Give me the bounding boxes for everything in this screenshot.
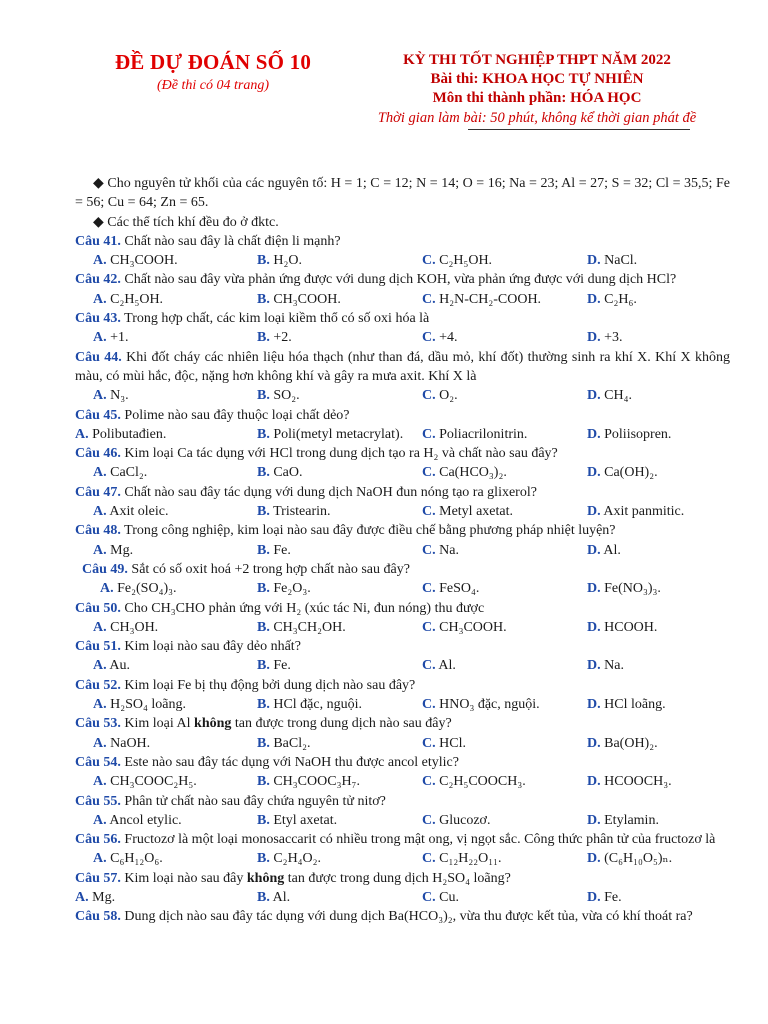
option-text: CH₃COOH. (439, 619, 507, 635)
options-54 (75, 772, 730, 791)
option-letter: D. (587, 735, 601, 751)
option-text: Etylamin. (604, 812, 659, 828)
option-a[interactable] (75, 695, 257, 714)
option-text: Poliisopren. (604, 426, 672, 442)
question-number: Câu 56. (75, 832, 121, 848)
option-text: Ca(HCO₃)₂. (439, 465, 507, 481)
question-stem-pre: Kim loại Al (124, 716, 195, 732)
option-letter: D. (587, 889, 601, 905)
option-b[interactable] (257, 888, 422, 907)
question-number: Câu 49. (82, 561, 128, 577)
option-letter: B. (257, 426, 270, 442)
option-letter: C. (422, 735, 436, 751)
option-b[interactable] (257, 502, 422, 521)
option-text: Metyl axetat. (439, 504, 513, 520)
option-text: Fe. (273, 658, 291, 674)
option-letter: C. (422, 581, 436, 597)
question-58 (75, 907, 730, 926)
question-stem: Kim loại Ca tác dụng với HCl trong dung dịch tạo ra H₂ và chất nào sau đây? (124, 446, 558, 462)
option-letter: A. (93, 291, 107, 307)
question-50 (75, 599, 730, 618)
options-46 (75, 463, 730, 482)
question-57 (75, 869, 730, 888)
question-number: Câu 42. (75, 272, 121, 288)
option-text: Axit oleic. (109, 504, 169, 520)
option-d[interactable] (587, 541, 752, 560)
question-number: Câu 51. (75, 639, 121, 655)
option-a[interactable] (75, 849, 257, 868)
option-text: SO₂. (273, 388, 300, 404)
option-text: Fe(NO₃)₃. (604, 581, 661, 597)
option-text: CH₃OH. (110, 619, 159, 635)
option-d[interactable] (587, 386, 752, 405)
question-stem: Sắt có số oxit hoá +2 trong hợp chất nào sau đây? (131, 561, 410, 577)
option-letter: C. (422, 697, 436, 713)
question-45 (75, 406, 730, 425)
question-53 (75, 714, 730, 733)
option-letter: B. (257, 658, 270, 674)
option-c[interactable] (422, 656, 587, 675)
option-letter: D. (587, 658, 601, 674)
option-letter: D. (587, 619, 601, 635)
option-letter: A. (93, 465, 107, 481)
option-letter: A. (93, 388, 107, 404)
option-c[interactable] (422, 502, 587, 521)
option-text: Al. (603, 542, 621, 558)
option-letter: B. (257, 697, 270, 713)
question-52 (75, 676, 730, 695)
option-b[interactable] (257, 618, 422, 637)
option-a[interactable] (75, 290, 257, 309)
question-number: Câu 53. (75, 716, 121, 732)
options-44 (75, 386, 730, 405)
option-text: Axit panmitic. (603, 504, 685, 520)
option-c[interactable] (422, 541, 587, 560)
option-text: BaCl₂. (273, 735, 311, 751)
option-a[interactable] (75, 463, 257, 482)
question-number: Câu 57. (75, 870, 121, 886)
option-letter: C. (422, 774, 436, 790)
option-letter: C. (422, 426, 436, 442)
option-text: Ancol etylic. (109, 812, 182, 828)
question-54 (75, 753, 730, 772)
header-right (352, 51, 722, 128)
option-d[interactable] (587, 463, 752, 482)
option-letter: D. (587, 426, 601, 442)
question-41 (75, 232, 730, 251)
question-stem: Chất nào sau đây là chất điện li mạnh? (124, 233, 341, 249)
question-44 (75, 348, 730, 387)
option-c[interactable] (422, 734, 587, 753)
question-43 (75, 309, 730, 328)
option-text: +3. (604, 330, 623, 346)
question-49 (75, 560, 730, 579)
question-number: Câu 47. (75, 484, 121, 500)
option-c[interactable] (422, 425, 587, 444)
option-letter: B. (257, 735, 270, 751)
question-stem-emphasis: không (194, 716, 232, 732)
question-42 (75, 270, 730, 289)
option-letter: C. (422, 388, 436, 404)
option-text: +1. (110, 330, 129, 346)
question-48 (75, 521, 730, 540)
question-stem-post: tan được trong dung dịch H₂SO₄ loãng? (284, 870, 511, 886)
option-text: C₂H₆. (604, 291, 637, 307)
option-letter: C. (422, 291, 436, 307)
exam-time: Thời gian làm bài: 50 phút, không kể thời gian phát đề (377, 110, 697, 126)
options-42 (75, 290, 730, 309)
question-number: Câu 48. (75, 523, 121, 539)
option-letter: A. (93, 504, 107, 520)
option-text: Ba(OH)₂. (604, 735, 658, 751)
option-text: Fe₂(SO₄)₃. (117, 581, 177, 597)
option-text: (C₆H₁₀O₅)ₙ. (604, 851, 673, 867)
option-text: H₂N-CH₂-COOH. (439, 291, 542, 307)
option-letter: B. (257, 388, 270, 404)
question-stem: Chất nào sau đây tác dụng với dung dịch NaOH đun nóng tạo ra glixerol? (124, 484, 537, 500)
option-letter: D. (587, 697, 601, 713)
gas-volume-note: ◆ Các thể tích khí đều đo ở đktc. (93, 214, 279, 230)
option-text: NaCl. (604, 253, 638, 269)
option-b[interactable] (257, 772, 422, 791)
option-letter: A. (93, 851, 107, 867)
option-letter: D. (587, 774, 601, 790)
question-number: Câu 52. (75, 677, 121, 693)
option-letter: D. (587, 253, 601, 269)
option-b[interactable] (257, 849, 422, 868)
question-number: Câu 44. (75, 349, 122, 365)
question-55 (75, 792, 730, 811)
exam-content (75, 174, 730, 927)
option-text: Glucozơ. (439, 812, 491, 828)
option-text: O₂. (439, 388, 458, 404)
option-letter: D. (587, 812, 601, 828)
option-d[interactable] (587, 656, 752, 675)
option-letter: A. (93, 658, 107, 674)
option-text: H₂SO₄ loãng. (110, 697, 186, 713)
option-letter: A. (93, 774, 107, 790)
option-a[interactable] (75, 425, 257, 444)
options-50 (75, 618, 730, 637)
option-text: HCOOCH₃. (604, 774, 672, 790)
option-text: Au. (109, 658, 130, 674)
option-letter: C. (422, 504, 436, 520)
option-text: CaCl₂. (110, 465, 148, 481)
option-text: Al. (272, 889, 291, 905)
option-text: HNO₃ đặc, nguội. (439, 697, 540, 713)
option-c[interactable] (422, 328, 587, 347)
option-letter: D. (587, 465, 601, 481)
question-stem: Phân tử chất nào sau đây chứa nguyên tử nitơ? (124, 793, 386, 809)
option-letter: A. (93, 619, 107, 635)
question-stem: Fructozơ là một loại monosaccarit có nhiều trong mật ong, vị ngọt sắc. Công thức phân tử của fructozơ là (124, 832, 716, 848)
option-letter: D. (587, 504, 601, 520)
question-stem: Trong công nghiệp, kim loại nào sau đây được điều chế bằng phương pháp nhiệt luyện? (124, 523, 616, 539)
option-a[interactable] (75, 328, 257, 347)
options-57 (75, 888, 730, 907)
option-a[interactable] (75, 579, 257, 598)
option-letter: C. (422, 812, 436, 828)
option-letter: C. (422, 851, 436, 867)
question-47 (75, 483, 730, 502)
option-text: C₂H₅COOCH₃. (439, 774, 526, 790)
option-a[interactable] (75, 386, 257, 405)
options-41 (75, 251, 730, 270)
option-letter: B. (257, 581, 270, 597)
option-text: N₃. (110, 388, 129, 404)
question-51 (75, 637, 730, 656)
option-c[interactable] (422, 579, 587, 598)
question-stem: Trong hợp chất, các kim loại kiềm thổ có số oxi hóa là (124, 311, 430, 327)
options-43 (75, 328, 730, 347)
question-56 (75, 830, 730, 849)
option-letter: A. (93, 542, 107, 558)
question-stem: Cho CH₃CHO phản ứng với H₂ (xúc tác Ni, đun nóng) thu được (124, 600, 485, 616)
option-d[interactable] (587, 502, 752, 521)
options-48 (75, 541, 730, 560)
option-c[interactable] (422, 463, 587, 482)
options-56 (75, 849, 730, 868)
option-text: CaO. (273, 465, 303, 481)
option-text: C₂H₅OH. (110, 291, 164, 307)
option-a[interactable] (75, 888, 257, 907)
option-b[interactable] (257, 541, 422, 560)
question-stem: Este nào sau đây tác dụng với NaOH thu được ancol etylic? (124, 754, 459, 770)
option-c[interactable] (422, 386, 587, 405)
option-d[interactable] (587, 579, 752, 598)
option-text: C₁₂H₂₂O₁₁. (439, 851, 502, 867)
question-stem: Kim loại nào sau đây dẻo nhất? (124, 639, 301, 655)
option-d[interactable] (587, 290, 752, 309)
option-a[interactable] (75, 772, 257, 791)
question-stem-emphasis: không (246, 870, 285, 886)
question-number: Câu 45. (75, 407, 121, 423)
option-b[interactable] (257, 425, 422, 444)
exam-code-title: ĐỀ DỰ ĐOÁN SỐ 10 (114, 50, 312, 74)
option-b[interactable] (257, 656, 422, 675)
option-d[interactable] (587, 328, 752, 347)
option-text: +2. (273, 330, 292, 346)
option-text: Fe. (604, 889, 622, 905)
header-divider (468, 129, 690, 130)
option-d[interactable] (587, 618, 752, 637)
option-letter: B. (257, 542, 270, 558)
option-letter: A. (93, 812, 107, 828)
options-45 (75, 425, 730, 444)
option-a[interactable] (75, 656, 257, 675)
options-52 (75, 695, 730, 714)
atomic-mass-note: ◆ Cho nguyên tử khối của các nguyên tố: H = 1; C = 12; N = 14; O = 16; Na = 23; Al = 27; S = 32; Cl = 35,5; Fe = 56; Cu = 64; Zn = 65. (75, 176, 730, 211)
option-d[interactable] (587, 772, 752, 791)
option-b[interactable] (257, 290, 422, 309)
option-c[interactable] (422, 290, 587, 309)
option-text: Na. (439, 542, 459, 558)
option-text: Etyl axetat. (273, 812, 338, 828)
option-letter: B. (257, 504, 270, 520)
option-letter: D. (587, 542, 601, 558)
option-letter: B. (257, 619, 270, 635)
option-c[interactable] (422, 251, 587, 270)
option-letter: B. (257, 851, 270, 867)
option-a[interactable] (75, 541, 257, 560)
option-a[interactable] (75, 251, 257, 270)
question-number: Câu 54. (75, 754, 121, 770)
question-stem-pre: Kim loại nào sau đây (124, 870, 247, 886)
option-text: CH₃COOC₃H₇. (273, 774, 360, 790)
option-letter: B. (257, 889, 270, 905)
option-c[interactable] (422, 695, 587, 714)
options-55 (75, 811, 730, 830)
options-51 (75, 656, 730, 675)
option-b[interactable] (257, 463, 422, 482)
option-text: C₂H₅OH. (439, 253, 493, 269)
option-text: C₆H₁₂O₆. (110, 851, 163, 867)
option-text: Poli(metyl metacrylat). (273, 426, 404, 442)
option-text: CH₃COOC₂H₅. (110, 774, 197, 790)
option-letter: B. (257, 812, 270, 828)
option-letter: A. (75, 889, 89, 905)
option-text: Tristearin. (273, 504, 331, 520)
option-d[interactable] (587, 734, 752, 753)
option-text: Ca(OH)₂. (604, 465, 658, 481)
option-b[interactable] (257, 251, 422, 270)
option-d[interactable] (587, 251, 752, 270)
option-letter: A. (93, 735, 107, 751)
option-d[interactable] (587, 811, 752, 830)
option-c[interactable] (422, 849, 587, 868)
exam-subject: Bài thi: KHOA HỌC TỰ NHIÊN (430, 71, 644, 87)
pages-note: (Đề thi có 04 trang) (157, 78, 269, 93)
option-text: Na. (604, 658, 624, 674)
option-text: Fe₂O₃. (273, 581, 311, 597)
question-stem: Chất nào sau đây vừa phản ứng được với dung dịch KOH, vừa phản ứng được với dung dịch HCl? (124, 272, 677, 288)
option-letter: C. (422, 619, 436, 635)
option-letter: A. (93, 697, 107, 713)
question-stem: Polime nào sau đây thuộc loại chất dẻo? (124, 407, 350, 423)
question-number: Câu 41. (75, 233, 121, 249)
option-text: CH₃COOH. (273, 291, 341, 307)
option-text: +4. (439, 330, 458, 346)
options-49 (75, 579, 730, 598)
option-d[interactable] (587, 425, 752, 444)
option-a[interactable] (75, 734, 257, 753)
option-letter: A. (93, 330, 107, 346)
option-text: Mg. (92, 889, 116, 905)
option-letter: A. (100, 581, 114, 597)
option-letter: C. (422, 658, 436, 674)
option-letter: C. (422, 253, 436, 269)
option-letter: A. (93, 253, 107, 269)
option-letter: C. (422, 542, 436, 558)
option-b[interactable] (257, 695, 422, 714)
option-a[interactable] (75, 811, 257, 830)
option-letter: D. (587, 330, 601, 346)
option-b[interactable] (257, 579, 422, 598)
option-text: HCl loãng. (604, 697, 666, 713)
option-text: H₂O. (273, 253, 302, 269)
option-d[interactable] (587, 888, 752, 907)
option-b[interactable] (257, 811, 422, 830)
option-b[interactable] (257, 386, 422, 405)
option-c[interactable] (422, 811, 587, 830)
option-text: NaOH. (110, 735, 151, 751)
question-number: Câu 46. (75, 446, 121, 462)
option-a[interactable] (75, 502, 257, 521)
option-text: HCOOH. (604, 619, 658, 635)
exam-component: Môn thi thành phần: HÓA HỌC (432, 90, 642, 106)
option-b[interactable] (257, 734, 422, 753)
option-c[interactable] (422, 888, 587, 907)
question-stem-post: tan được trong dung dịch nào sau đây? (231, 716, 452, 732)
question-46 (75, 444, 730, 463)
option-text: Fe. (273, 542, 291, 558)
exam-name: KỲ THI TỐT NGHIỆP THPT NĂM 2022 (403, 52, 671, 68)
option-text: Al. (438, 658, 456, 674)
question-number: Câu 55. (75, 793, 121, 809)
question-number: Câu 50. (75, 600, 121, 616)
option-text: Mg. (110, 542, 134, 558)
option-letter: C. (422, 465, 436, 481)
option-letter: B. (257, 330, 270, 346)
options-47 (75, 502, 730, 521)
option-letter: B. (257, 253, 270, 269)
question-stem: Kim loại Fe bị thụ động bởi dung dịch nào sau đây? (124, 677, 416, 693)
option-text: CH₄. (604, 388, 632, 404)
option-c[interactable] (422, 618, 587, 637)
header-left (88, 50, 338, 94)
question-number: Câu 58. (75, 909, 121, 925)
option-text: HCl đặc, nguội. (273, 697, 362, 713)
option-letter: C. (422, 330, 436, 346)
option-letter: B. (257, 465, 270, 481)
option-text: CH₃COOH. (110, 253, 178, 269)
option-letter: D. (587, 851, 601, 867)
option-text: CH₃CH₂OH. (273, 619, 346, 635)
option-text: Polibutađien. (92, 426, 167, 442)
options-53 (75, 734, 730, 753)
question-stem: Dung dịch nào sau đây tác dụng với dung dịch Ba(HCO₃)₂, vừa thu được kết tủa, vừa có khí thoát ra? (124, 909, 693, 925)
option-text: HCl. (439, 735, 466, 751)
option-text: C₂H₄O₂. (273, 851, 322, 867)
question-stem: Khi đốt cháy các nhiên liệu hóa thạch (như than đá, dầu mỏ, khí đốt) thường sinh ra khí X. Khí X không màu, có mùi hắc, độc, nặng hơn không khí và gây ra mưa axit. Khí X là (75, 349, 730, 384)
option-letter: D. (587, 581, 601, 597)
option-d[interactable] (587, 695, 752, 714)
option-letter: D. (587, 291, 601, 307)
option-b[interactable] (257, 328, 422, 347)
option-letter: D. (587, 388, 601, 404)
option-letter: B. (257, 291, 270, 307)
option-letter: B. (257, 774, 270, 790)
option-text: Cu. (439, 889, 459, 905)
option-c[interactable] (422, 772, 587, 791)
option-d[interactable] (587, 849, 752, 868)
option-letter: C. (422, 889, 436, 905)
question-number: Câu 43. (75, 311, 121, 327)
option-a[interactable] (75, 618, 257, 637)
option-text: FeSO₄. (439, 581, 480, 597)
option-text: Poliacrilonitrin. (439, 426, 528, 442)
option-letter: A. (75, 426, 89, 442)
